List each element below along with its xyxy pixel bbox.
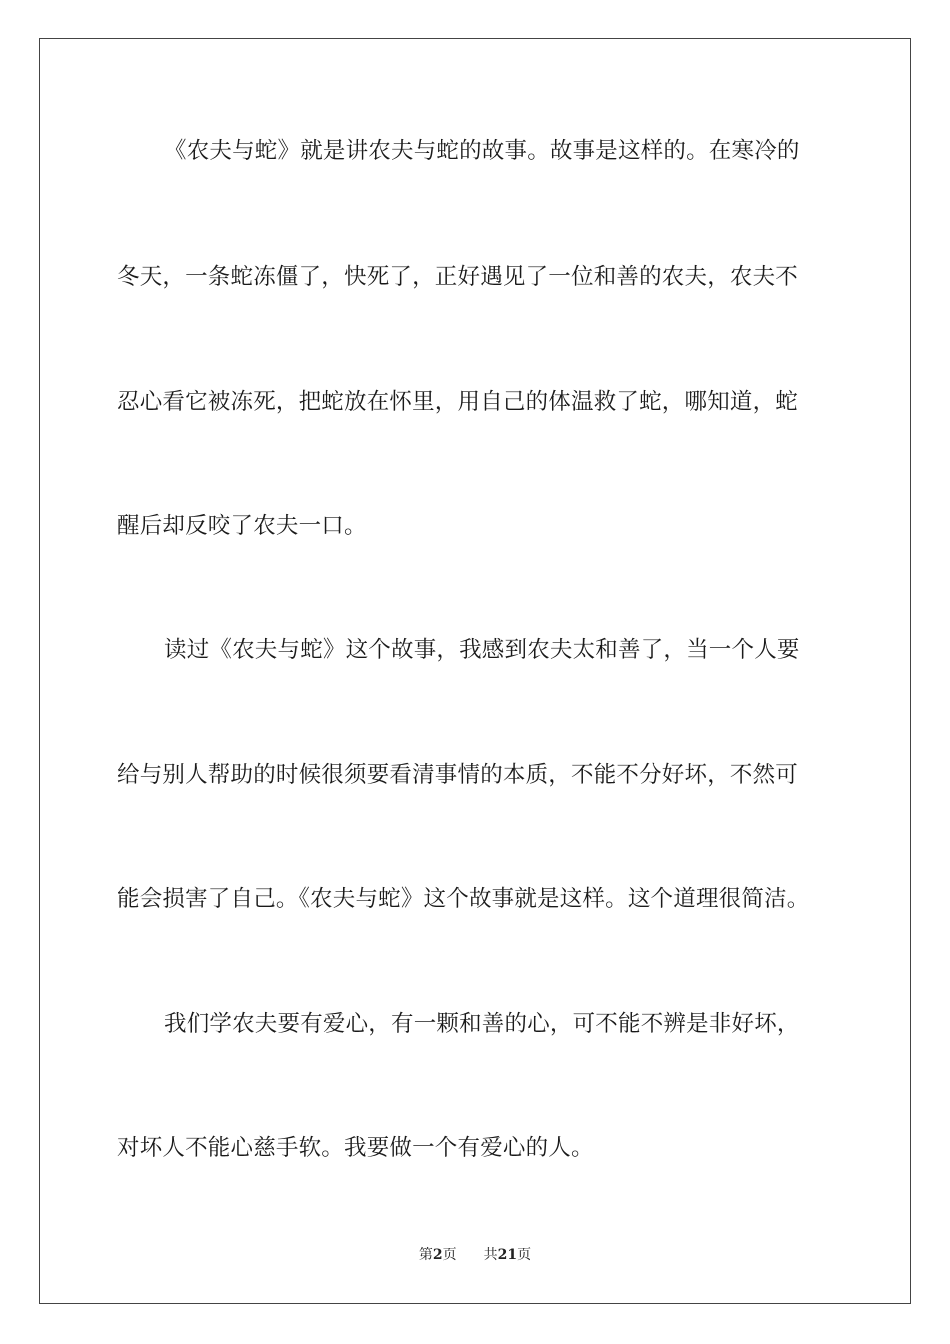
paragraph-1-line-1: 《农夫与蛇》就是讲农夫与蛇的故事。故事是这样的。在寒冷的	[164, 138, 800, 164]
paragraph-2-line-3: 能会损害了自己。《农夫与蛇》这个故事就是这样。这个道理很简洁。	[117, 886, 810, 912]
page-footer	[0, 1245, 950, 1265]
paragraph-2-line-1: 读过《农夫与蛇》这个故事，我感到农夫太和善了，当一个人要	[164, 637, 800, 663]
page-border	[39, 38, 911, 1304]
footer-total-suffix: 页	[517, 1247, 532, 1263]
footer-page-prefix: 第	[418, 1247, 433, 1263]
paragraph-3-line-2: 对坏人不能心慈手软。我要做一个有爱心的人。	[117, 1135, 594, 1161]
paragraph-2-line-2: 给与别人帮助的时候很须要看清事情的本质，不能不分好坏，不然可	[117, 762, 799, 788]
paragraph-1-line-2: 冬天，一条蛇冻僵了，快死了，正好遇见了一位和善的农夫，农夫不	[117, 264, 799, 290]
paragraph-1-line-4: 醒后却反咬了农夫一口。	[117, 513, 367, 539]
paragraph-3-line-1: 我们学农夫要有爱心，有一颗和善的心，可不能不辨是非好坏，	[164, 1011, 800, 1037]
footer-total-prefix: 共	[483, 1247, 498, 1263]
footer-total-number: 21	[497, 1247, 518, 1263]
paragraph-1-line-3: 忍心看它被冻死，把蛇放在怀里，用自己的体温救了蛇，哪知道，蛇	[117, 389, 799, 415]
footer-page-number: 2	[432, 1247, 443, 1263]
footer-page-suffix: 页	[442, 1247, 457, 1263]
